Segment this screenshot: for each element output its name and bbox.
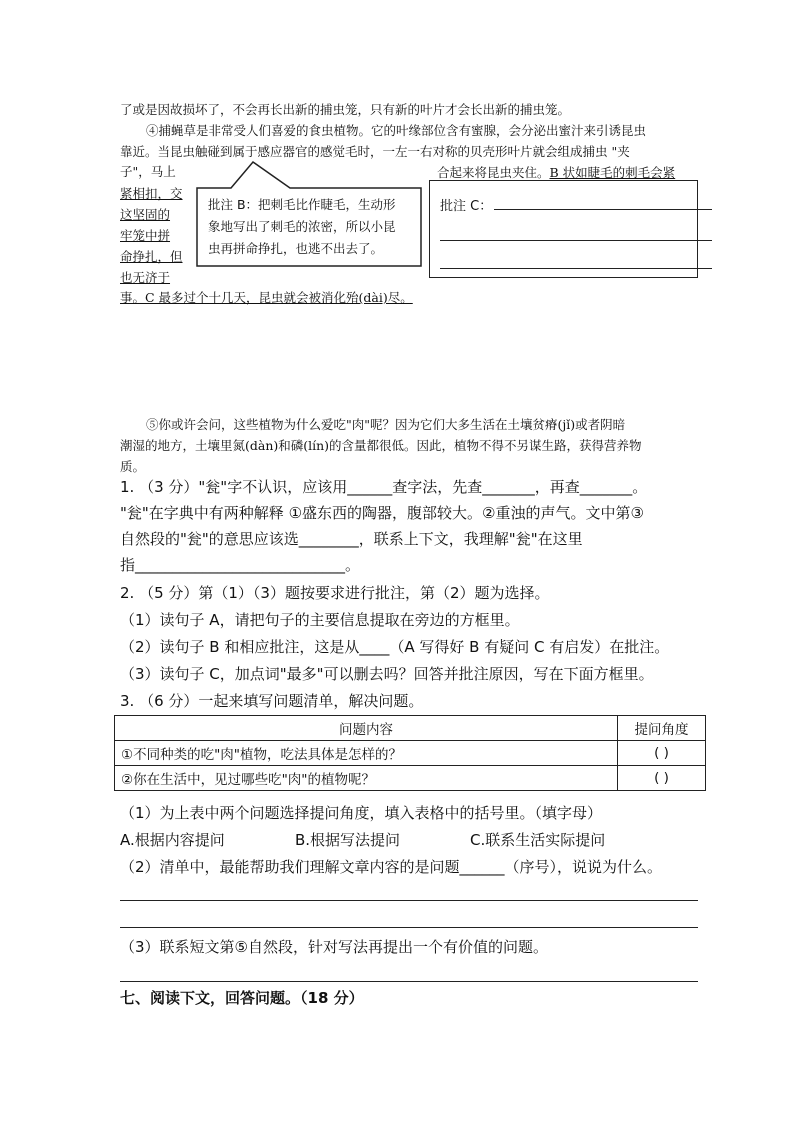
paragraph-5-line: 潮湿的地方，土壤里氮(dàn)和磷(lín)的含量都很低。因此，植物不得不另谋生路，获得营养物 [120, 438, 642, 453]
question-1-line: "瓮"在字典中有两种解释 ①盛东西的陶器，腹部较大。②重浊的声气。文中第③ [120, 504, 644, 522]
question-2-line: 2. （5 分）第（1）（3）题按要求进行批注，第（2）题为选择。 [120, 584, 550, 602]
annotation-b-text: 象地写出了刺毛的浓密，所以小昆 [208, 219, 396, 234]
question-1-line: 指____________________________。 [120, 556, 361, 574]
question-3-sub3: （3）联系短文第⑤自然段，针对写法再提出一个有价值的问题。 [120, 938, 548, 956]
passage-line: 了或是因故损坏了，不会再长出新的捕虫笼，只有新的叶片才会长出新的捕虫笼。 [120, 102, 571, 117]
question-1-line: 1. （3 分）"瓮"字不认识，应该用______查字法，先查_______，再查_______。 [120, 478, 648, 496]
answer-line[interactable] [440, 268, 712, 269]
annotation-b-text: 虫再拼命挣扎，也逃不出去了。 [208, 241, 384, 256]
annotation-c-label: 批注 C： [440, 199, 493, 214]
passage-left-col-line: 也无济于 [120, 270, 171, 285]
answer-line[interactable] [494, 209, 712, 210]
question-list-table [114, 715, 706, 791]
option-b: B.根据写法提问 [295, 831, 401, 849]
answer-line[interactable] [120, 981, 698, 982]
section-heading: 七、阅读下文，回答问题。（18 分） [120, 989, 364, 1007]
passage-left-col-line: 命挣扎，但 [120, 249, 183, 264]
paragraph-4-line: ④捕蝇草是非常受人们喜爱的食虫植物。它的叶缘部位含有蜜腺，会分泌出蜜汁来引诱昆虫 [146, 123, 647, 138]
annotation-b-text: 批注 B：把刺毛比作睫毛，生动形 [208, 197, 396, 212]
table-header-row [115, 716, 706, 741]
paragraph-4-line: 靠近。当昆虫触碰到属于感应器官的感觉毛时，一左一右对称的贝壳形叶片就会组成捕虫 "夹 [120, 144, 630, 159]
passage-left-col-line: 子"，马上 [120, 164, 176, 179]
question-2-line: （2）读句子 B 和相应批注，这是从____（A 写得好 B 有疑问 C 有启发）在批注。 [120, 638, 670, 656]
table-row [115, 766, 706, 791]
passage-line: 事。C 最多过个十几天，昆虫就会被消化殆(dài)尽。 [120, 290, 413, 305]
option-c: C.联系生活实际提问 [470, 831, 606, 849]
table-header: 问题内容 [115, 716, 618, 741]
table-cell: ②你在生活中，见过哪些吃"肉"的植物呢？ [115, 766, 618, 791]
option-a: A.根据内容提问 [120, 831, 225, 849]
paragraph-5-line: ⑤你或许会问，这些植物为什么爱吃"肉"呢？因为它们大多生活在土壤贫瘠(jǐ)或者阴暗 [146, 417, 626, 432]
question-2-line: （3）读句子 C，加点词"最多"可以删去吗？回答并批注原因，写在下面方框里。 [120, 665, 654, 683]
answer-blank[interactable]: ( ) [618, 741, 706, 766]
passage-left-col-line: 这坚固的 [120, 207, 171, 222]
table-cell: ①不同种类的吃"肉"植物，吃法具体是怎样的？ [115, 741, 618, 766]
answer-blank[interactable]: ( ) [618, 766, 706, 791]
question-3-line: 3. （6 分）一起来填写问题清单，解决问题。 [120, 692, 424, 710]
table-header: 提问角度 [618, 716, 706, 741]
question-1-line: 自然段的"瓮"的意思应该选________，联系上下文，我理解"瓮"在这里 [120, 530, 583, 548]
passage-right-line: 合起来将昆虫夹住。B 状如睫毛的刺毛会紧 [437, 165, 676, 180]
paragraph-5-line: 质。 [120, 459, 146, 474]
table-row [115, 741, 706, 766]
passage-left-col-line: 紧相扣，交 [120, 186, 183, 201]
answer-line[interactable] [440, 240, 712, 241]
passage-left-col-line: 牢笼中拼 [120, 228, 171, 243]
answer-line[interactable] [120, 927, 698, 928]
answer-line[interactable] [120, 900, 698, 901]
question-3-sub1: （1）为上表中两个问题选择提问角度，填入表格中的括号里。（填字母） [120, 804, 603, 822]
question-3-sub2: （2）清单中，最能帮助我们理解文章内容的是问题______（序号），说说为什么。 [120, 858, 663, 876]
question-2-line: （1）读句子 A，请把句子的主要信息提取在旁边的方框里。 [120, 611, 520, 629]
